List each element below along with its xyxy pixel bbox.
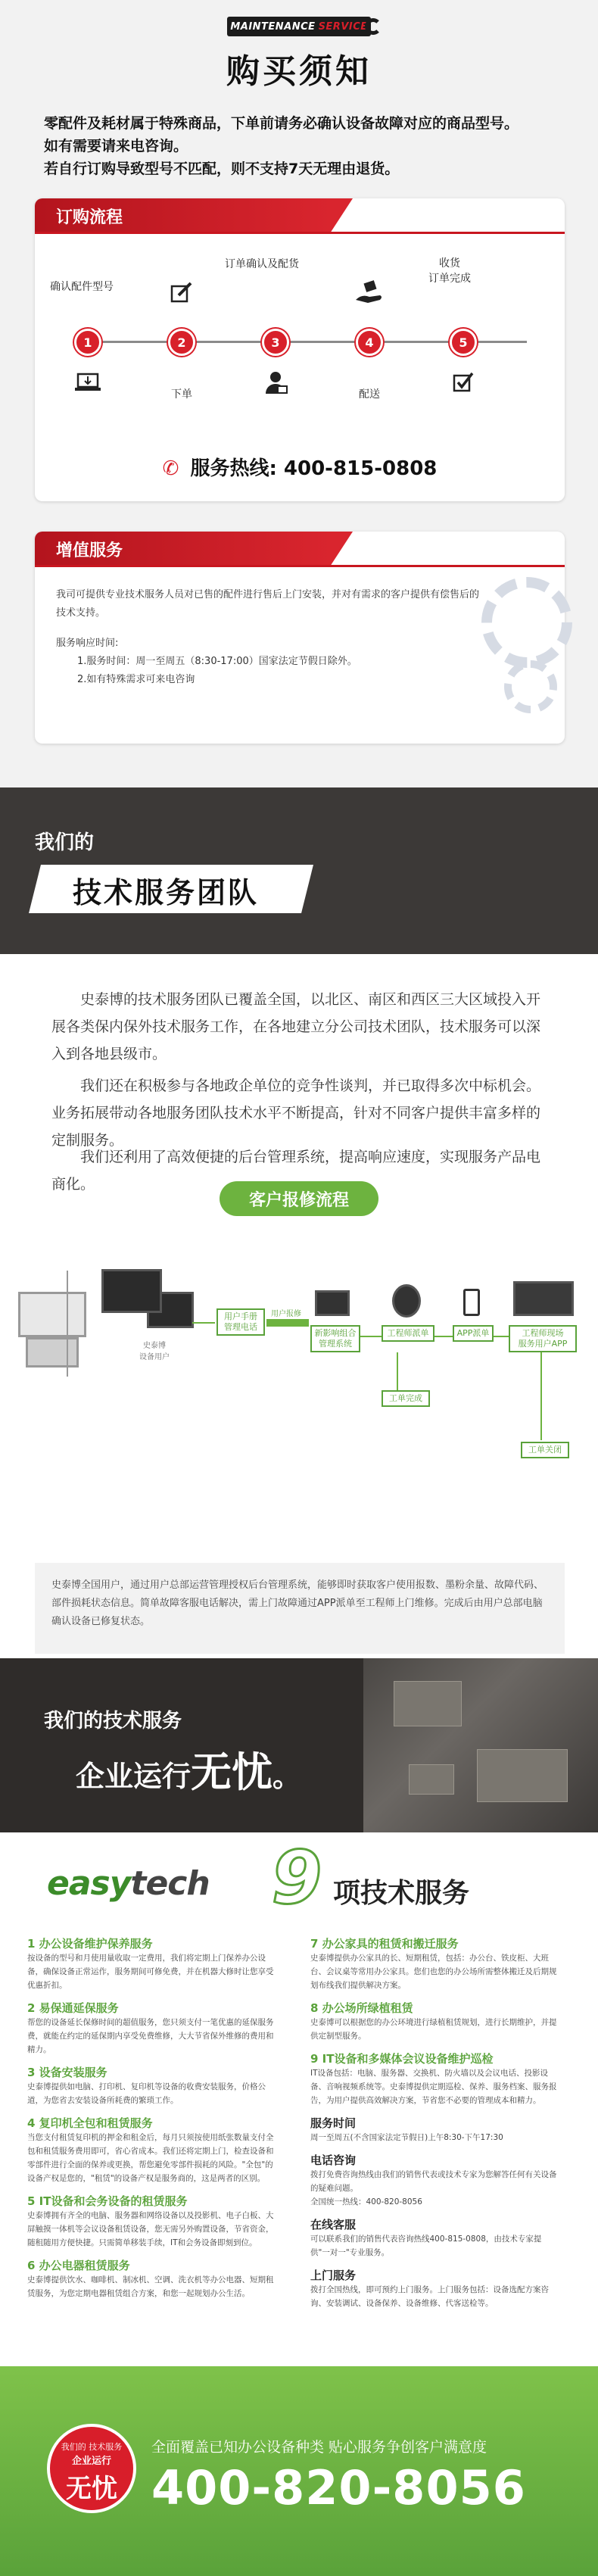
step-3-marker: 3 (262, 329, 289, 356)
info-title: 在线客服 (310, 2218, 357, 2231)
info-text: 拨打全国热线，即可预约上门服务。上门服务包括：设备选配方案咨询、安装调试、设备保养、设备维修、代客送检等。 (310, 2285, 549, 2308)
info-text: 周一至周五(不含国家法定节假日)上午8:30-下午17:30 (310, 2133, 503, 2142)
bracket-line (67, 1271, 68, 1377)
step-5-label: 收货 订单完成 (428, 257, 471, 285)
worry-free-seal (47, 2424, 136, 2513)
step-2-marker: 2 (168, 329, 195, 356)
service-item-title: 1 办公设备维护保养服务 (27, 1937, 153, 1951)
chip-shape (409, 1764, 454, 1795)
order-flow-title: 订购流程 (35, 198, 330, 233)
seal-text: 无忧 (66, 2474, 117, 2504)
flow-arrow (360, 1336, 382, 1337)
service-item-title: 3 设备安装服务 (27, 2066, 107, 2079)
nine-services-section (0, 1832, 598, 2366)
worry-free-banner (0, 1658, 598, 1832)
step-4-marker: 4 (356, 329, 383, 356)
person-service-icon (260, 370, 291, 401)
title-emphasis: 无忧 (191, 1748, 273, 1796)
nine-services-title: 项技术服务 (333, 1878, 470, 1909)
service-item-text: 史泰博提供饮水、咖啡机、制冰机、空调、洗衣机等办公电器、短期租赁服务，为您定期电器租赁组合方案，和您一起规划办公生活。 (27, 2275, 274, 2298)
flow-node: 用户手册 管理电话 (216, 1308, 265, 1336)
services-right-column (310, 1931, 560, 2318)
value-service-title: 增值服务 (35, 532, 330, 566)
engineer-icon (392, 1284, 421, 1318)
flow-arrow (192, 1322, 215, 1324)
notice-list (44, 112, 574, 180)
flow-node: APP派单 (453, 1325, 494, 1342)
pen-write-icon (167, 280, 197, 310)
team-paragraph: 我们还在积极参与各地政企单位的竞争性谈判，并已取得多次中标机会。业务拓展带动各地服务团队技术水平不断提高，针对不同客户提供丰富多样的定制服务。 (51, 1077, 541, 1149)
gear-icon (481, 577, 572, 668)
step-5-marker: 5 (450, 329, 477, 356)
title-prefix: 企业运行 (76, 1760, 192, 1793)
team-banner (0, 787, 598, 954)
flow-node: 工程师现场 服务用户APP (509, 1325, 577, 1352)
info-title: 上门服务 (310, 2269, 357, 2282)
service-item-title: 6 办公电器租赁服务 (27, 2259, 130, 2272)
hotline-number[interactable]: 400-815-0808 (283, 457, 438, 480)
title-suffix: 。 (273, 1760, 302, 1793)
gear-icon (504, 660, 557, 713)
flow-arrow (434, 1336, 453, 1337)
badge-text-red: SERVICE (318, 20, 368, 33)
repair-flow-title: 客户报修流程 (220, 1181, 378, 1216)
order-flow-card (35, 198, 565, 501)
chip-shape (394, 1681, 462, 1726)
notice-line: 如有需要请来电咨询。 (44, 138, 188, 154)
service-item-text: 按设备的型号和月使用量收取一定费用，我们将定期上门保养办公设备，确保设备正常运作，服务期间可修免费，并在机器大修时让您享受优惠折扣。 (27, 1954, 274, 1990)
flow-node: 新影响组合 管理系统 (310, 1325, 360, 1352)
service-item-title: 4 复印机全包和租赁服务 (27, 2116, 153, 2130)
step-3-label: 订单确认及配货 (225, 258, 299, 270)
footer-phone[interactable]: 400-820-8056 (151, 2460, 526, 2515)
phone-app-icon (463, 1289, 480, 1316)
purchase-notice-section (0, 0, 598, 787)
step-1-label: 确认配件型号 (50, 281, 114, 293)
monitor-icon (101, 1269, 162, 1313)
info-text: 可以联系我们的销售代表咨询热线400-815-0808，由技术专家提供"一对一"专业服务。 (310, 2235, 542, 2257)
service-item-text: 史泰博提供如电脑、打印机、复印机等设备的收费安装服务，价格公道，为您省去安装设备所耗费的繁琐工作。 (27, 2082, 266, 2105)
info-title: 电话咨询 (310, 2153, 357, 2167)
service-item-title: 7 办公家具的租赁和搬迁服务 (310, 1937, 459, 1951)
card-divider (35, 232, 565, 234)
worry-free-small-title: 我们的技术服务 (44, 1710, 182, 1732)
phone-icon: ✆ (162, 457, 179, 480)
notice-line: 若自行订购导致型号不匹配，则不支持7天无理由退货。 (44, 161, 400, 177)
service-hours-line: 1.服务时间：周一至周五（8:30-17:00）国家法定节假日除外。 (77, 656, 357, 667)
service-item-text: 史泰博拥有齐全的电脑、服务器和网络设备以及投影机、电子白板、大屏触摸一体机等会议设备租赁设备，您无需另外购置设备，节省资金，随租随用方便快捷。只需简单移装手续，IT和会务设备即刻到位。 (27, 2211, 274, 2247)
logo-part: tech (130, 1864, 210, 1903)
service-item-title: 8 办公场所绿植租赁 (310, 2001, 413, 2015)
repair-flow-diagram (18, 1246, 580, 1519)
services-left-column (27, 1931, 277, 2308)
value-service-card (35, 532, 565, 744)
flow-arrow (397, 1352, 398, 1390)
notice-line: 零配件及耗材属于特殊商品，下单前请务必确认设备故障对应的商品型号。 (44, 115, 519, 132)
printer-icon (18, 1292, 86, 1337)
service-item-title: 5 IT设备和会务设备的租赁服务 (27, 2194, 188, 2208)
maintenance-badge (227, 17, 371, 36)
service-item-text: 当您支付租赁复印机的押金和租金后，每月只须按使用纸张数量支付全包和租赁服务费用即可，省心省成本。我们还将定期上门，检查设备和零部件进行全面的保养或更换，帮您避免零部件损耗的风险。"全包"的设备产权是您的，"租赁"的设备产权是服务商的，这是两者的区别。 (27, 2133, 274, 2183)
logo-part: easy (47, 1864, 131, 1903)
team-paragraph: 我们还利用了高效便捷的后台管理系统，提高响应速度，实现服务产品电商化。 (51, 1149, 541, 1193)
service-description: 我司可提供专业技术服务人员对已售的配件进行售后上门安装，并对有需求的客户提供有偿售后的技术支持。 (56, 589, 480, 619)
flow-arrow (266, 1319, 309, 1327)
nine-numeral: 9 (271, 1835, 322, 1920)
printer-base-icon (26, 1337, 79, 1368)
team-service-icon (513, 1281, 574, 1316)
flow-node: 工程师派单 (382, 1325, 434, 1342)
seal-text: 企业运行 (71, 2456, 111, 2467)
delivery-hand-icon (354, 280, 385, 311)
server-icon (315, 1290, 350, 1316)
worry-free-big-title (76, 1740, 301, 1798)
node-label: 用户报修 (271, 1310, 301, 1318)
footer-slogan: 全面覆盖已知办公设备种类 贴心服务争创客户满意度 (151, 2439, 487, 2456)
value-service-text (56, 586, 480, 689)
seal-text: 我们的 技术服务 (61, 2442, 123, 2452)
flow-arrow (494, 1336, 509, 1337)
repair-description-text: 史泰博全国用户，通过用户总部运营管理授权后台管理系统，能够即时获取客户使用报数、墨粉余量、故障代码、部件损耗状态信息。简单故障客服电话解决，需上门故障通过APP派单至工程师上门维修。完成后由用户总部电脑确认设备已修复状态。 (35, 1563, 565, 1654)
laptop-download-icon (73, 371, 103, 399)
team-paragraph: 史泰博的技术服务团队已覆盖全国，以北区、南区和西区三大区域投入开展各类保内保外技术服务工作，在各地建立分公司技术团队，技术服务可以深入到各地县级市。 (51, 991, 541, 1062)
service-hours-title: 服务响应时间: (56, 638, 119, 649)
flow-arrow (540, 1352, 542, 1440)
checkbox-icon (448, 371, 478, 399)
flow-node: 工单关闭 (521, 1442, 569, 1458)
step-2-label: 下单 (171, 388, 192, 401)
service-item-title: 2 易保通延保服务 (27, 2001, 119, 2015)
service-item-text: 史泰博提供办公家具的长、短期租赁，包括：办公台、铁皮柜、大班台、会议桌等常用办公家具。您们也您的办公场所需整体搬迁及后期规划布线我们提供解决方案。 (310, 1954, 557, 1990)
info-title: 服务时间 (310, 2116, 357, 2130)
footer-banner (0, 2366, 598, 2576)
team-description (0, 954, 598, 1193)
wrench-icon (365, 18, 382, 35)
service-item-text: 史泰博可以根据您的办公环境进行绿植租赁规划，进行长期维护，并提供定制型服务。 (310, 2018, 557, 2041)
service-hours-line: 2.如有特殊需求可来电咨询 (77, 674, 195, 685)
repair-flow-section (0, 1181, 598, 1545)
page-title: 购买须知 (226, 52, 372, 91)
service-item-text: IT设备包括：电脑、服务器、交换机、防火墙以及会议电话、投影设备、音响视频系统等。史泰博提供定期巡检、保养、服务档案、服务报告，为用户提供高效解决方案，节省您不必要的管理成本和精力。 (310, 2069, 557, 2105)
step-1-marker: 1 (74, 329, 101, 356)
card-divider (35, 565, 565, 567)
flow-node: 工单完成 (382, 1390, 430, 1407)
circuit-board-image (363, 1658, 598, 1832)
repair-description (0, 1545, 598, 1666)
badge-text: MAINTENANCE (230, 20, 316, 33)
step-4-label: 配送 (359, 388, 380, 401)
service-item-title: 9 IT设备和多媒体会议设备维护巡检 (310, 2052, 494, 2066)
service-hotline[interactable] (35, 453, 565, 481)
team-small-title: 我们的 (35, 831, 95, 854)
team-big-title: 技术服务团队 (73, 876, 260, 909)
node-label: 史泰博 设备用户 (139, 1342, 170, 1361)
service-item-text: 帮您的设备延长保修时间的超值服务，您只须支付一笔优惠的延保服务费，就能在约定的延保期内享受免费维修，大大节省保外维修的费用和精力。 (27, 2018, 274, 2054)
chip-shape (477, 1749, 568, 1802)
easytech-logo (47, 1864, 210, 1903)
hotline-label: 服务热线: (190, 457, 277, 480)
info-text: 拨打免费咨询热线由我们的销售代表或技术专家为您解答任何有关设备的疑难问题。 全国统一热线：400-820-8056 (310, 2170, 557, 2206)
